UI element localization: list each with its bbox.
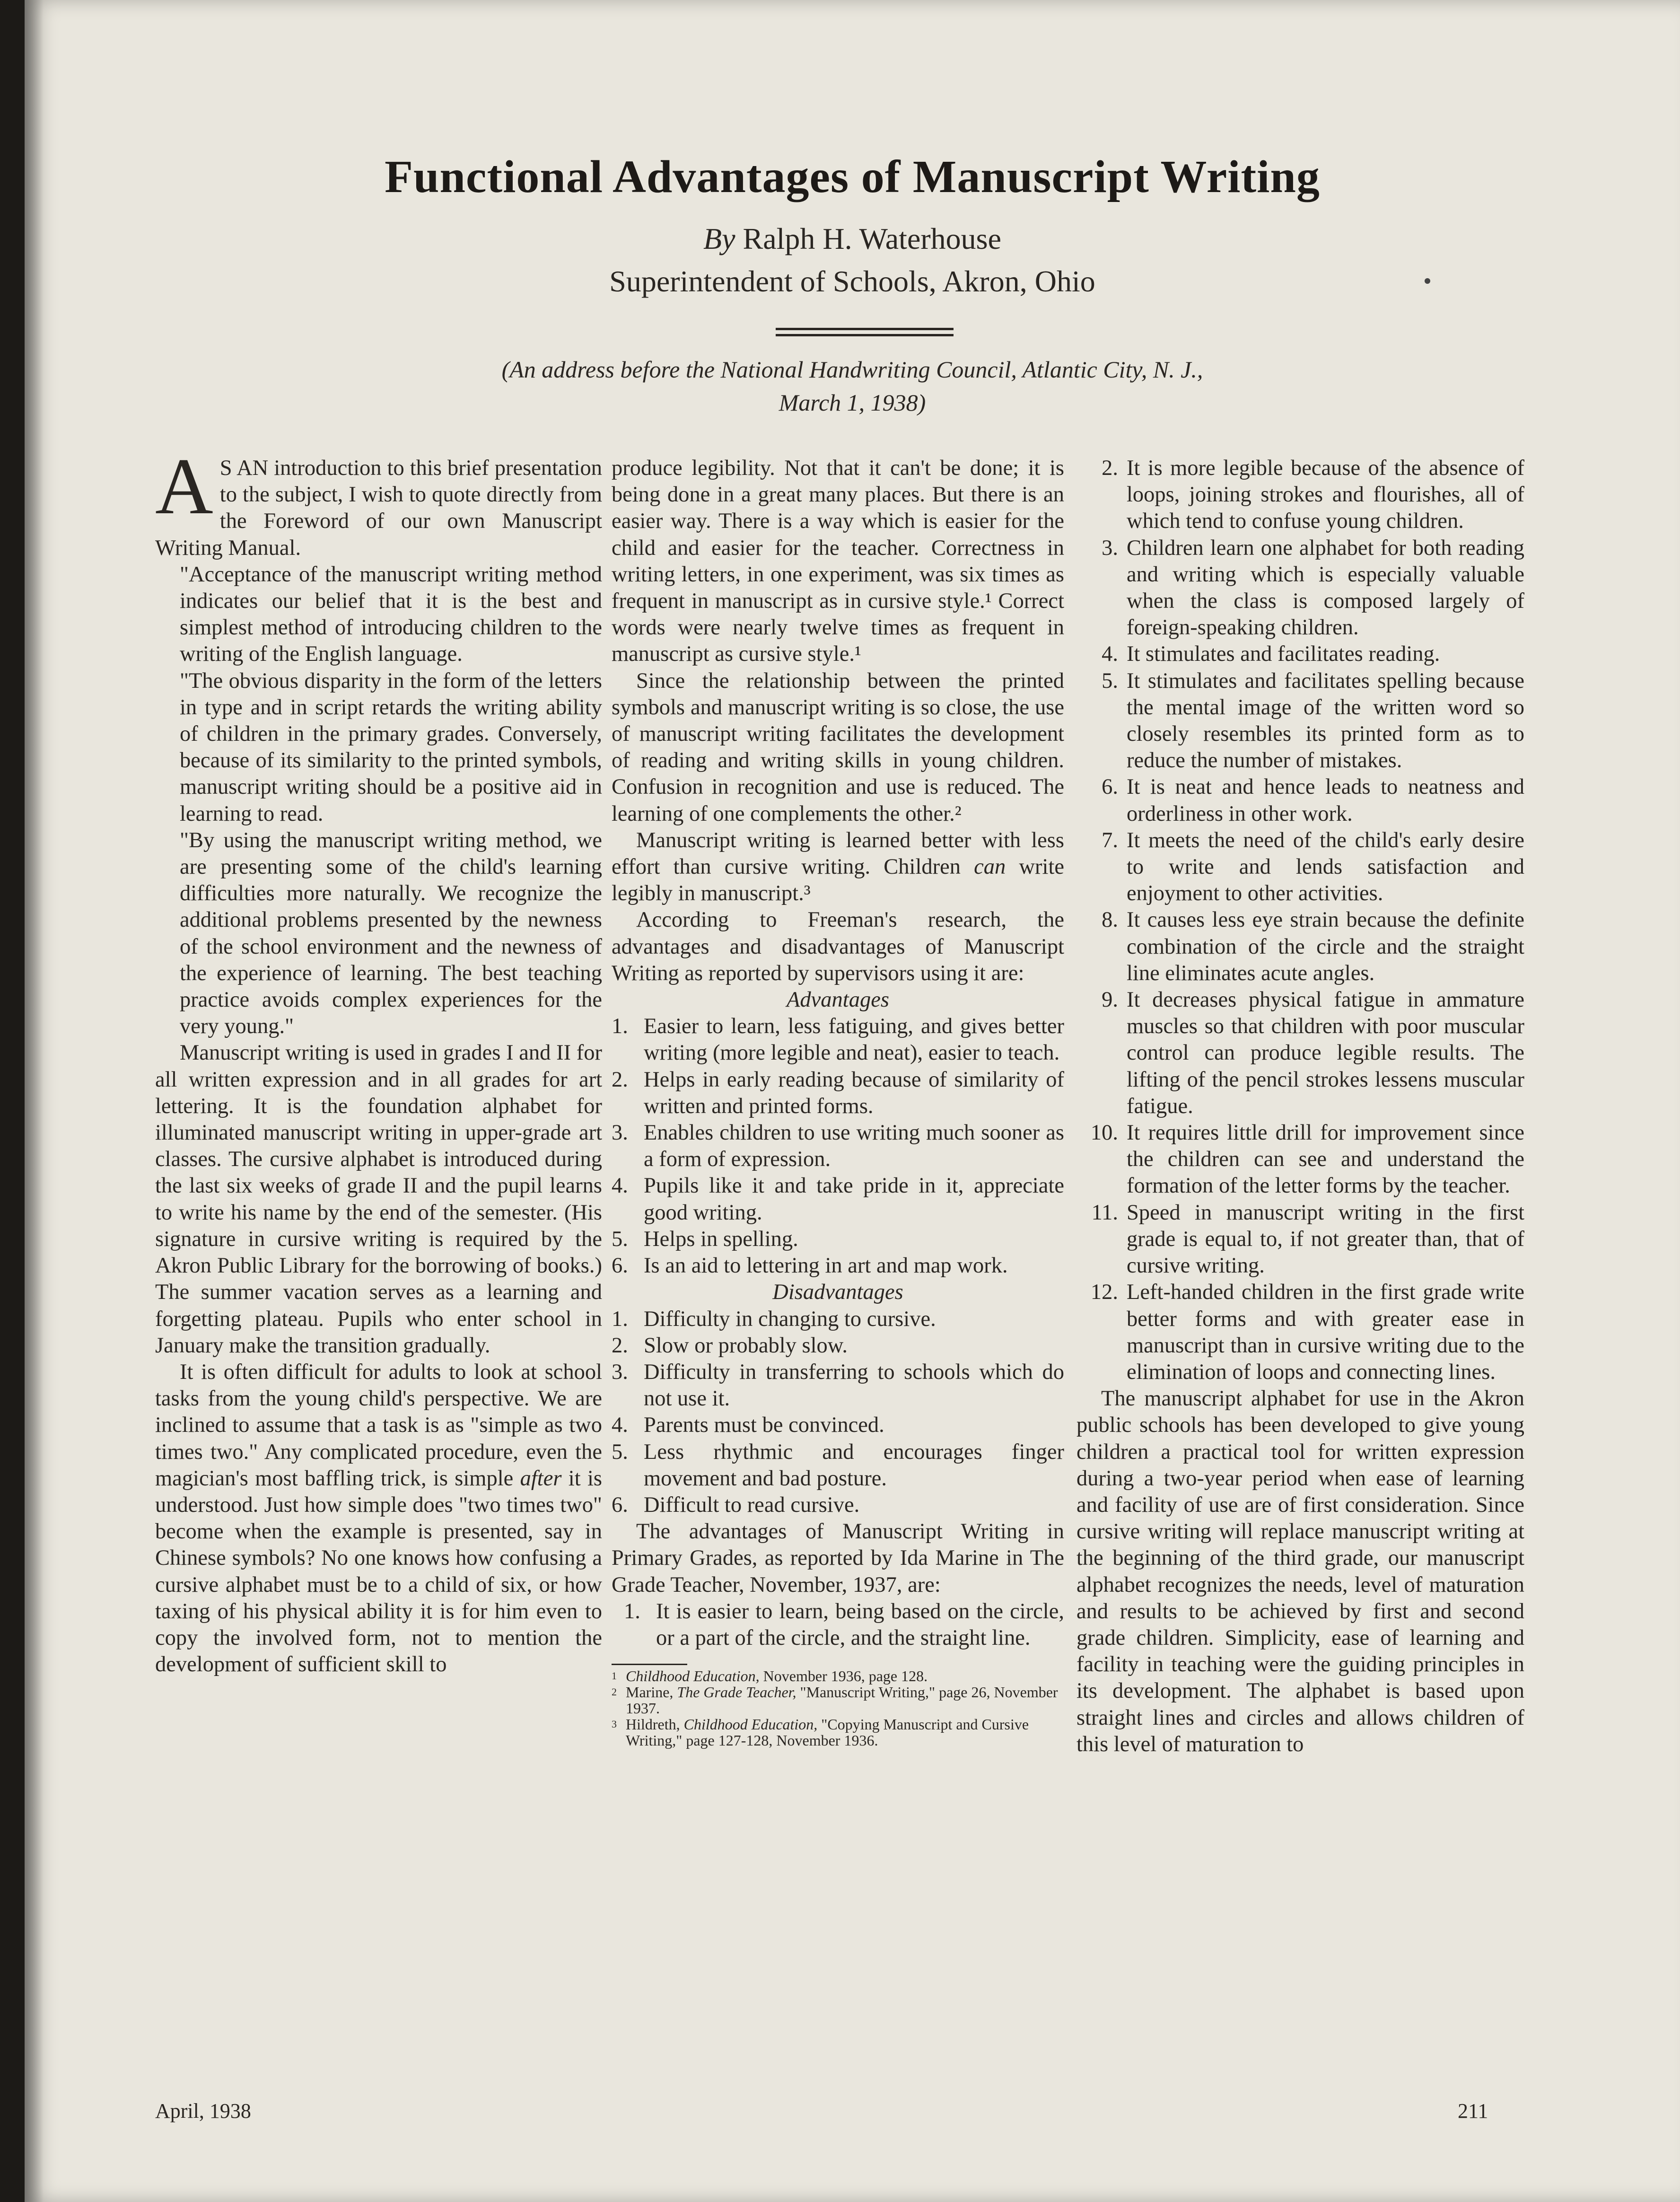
list-text: Pupils like it and take pride in it, appreciate good writing. bbox=[644, 1174, 1064, 1225]
column-1 bbox=[155, 442, 602, 1678]
column-3 bbox=[1076, 455, 1524, 1758]
address-note-line1: (An address before the National Handwriting Council, Atlantic City, N. J., bbox=[501, 356, 1203, 383]
list-number: 9. bbox=[1102, 988, 1118, 1012]
footnote: 1 Childhood Education, November 1936, page 128. bbox=[612, 1667, 928, 1685]
list-item bbox=[1076, 1120, 1524, 1200]
list-text: It causes less eye strain because the definite combination of the circle and the straight line eliminates acute angles. bbox=[1127, 908, 1524, 985]
body-paragraph: The manuscript alphabet for use in the Akron public schools has been developed to give young children a practical tool for written expression during a two-year period when ease of learning and facility of use are of first consideration. Since cursive writing will replace manuscript writing at the beginning of the third grade, our manuscript alphabet recognizes the needs, level of maturation and results to be achieved by first and second grade children. Simplicity, ease of learning and facility in teaching were the guiding principles in its development. The alphabet is based upon straight lines and circles and allows children of this level of maturation to bbox=[1076, 1386, 1524, 1756]
list-text: Difficulty in changing to cursive. bbox=[644, 1307, 936, 1331]
disadvantages-list bbox=[612, 1306, 1064, 1519]
quote-paragraph: "By using the manuscript writing method, we are presenting some of the child's learning difficulties more naturally. We recognize the additional problems presented by the newness of the school environment and the newness of the experience of learning. The best teaching practice avoids complex experiences for the very young." bbox=[180, 828, 602, 1039]
title-rule bbox=[776, 328, 954, 336]
list-number: 11. bbox=[1091, 1200, 1118, 1225]
list-item bbox=[1076, 1200, 1524, 1280]
list-item bbox=[1076, 668, 1524, 774]
list-text: It requires little drill for improvement since the children can see and understand the formation of the letter forms by the teacher. bbox=[1127, 1121, 1524, 1198]
author-line bbox=[25, 221, 1680, 256]
ink-speck bbox=[1425, 278, 1430, 284]
body-paragraph: Manuscript writing is learned better with less effort than cursive writing. Children can write legibly in manuscript.³ bbox=[612, 828, 1065, 906]
list-number: 1. bbox=[612, 1307, 628, 1331]
list-number: 5. bbox=[612, 1439, 628, 1464]
list-number: 6. bbox=[612, 1254, 628, 1278]
list-text: Speed in manuscript writing in the first grade is equal to, if not greater than, that of cursive writing. bbox=[1127, 1200, 1524, 1278]
body-paragraph: Manuscript writing is used in grades I and II for all written expression and in all grades for art lettering. It is the foundation alphabet for illuminated manuscript writing in upper-grade art classes. The cursive alphabet is introduced during the last six weeks of grade II and the pupil learns to write his name by the end of the semester. (His signature in cursive writing is required by the Akron Public Library for the borrowing of books.) The summer vacation serves as a learning and forgetting plateau. Pupils who enter school in January make the transition gradually. bbox=[155, 1041, 602, 1358]
list-text: Left-handed children in the first grade write better forms and with greater ease in manuscript than in cursive writing due to the elimination of loops and connecting lines. bbox=[1127, 1280, 1524, 1384]
list-text: It stimulates and facilitates spelling because the mental image of the written word so closely resembles its printed form as to reduce the number of mistakes. bbox=[1127, 668, 1524, 773]
by-word: By bbox=[703, 222, 735, 255]
list-text: It is neat and hence leads to neatness and orderliness in other work. bbox=[1127, 775, 1524, 826]
quote-paragraph: "The obvious disparity in the form of the letters in type and in script retards the writing ability of children in the primary grades. Conversely, because of its similarity to the printed symbols, manuscript writing should be a positive aid in learning to read. bbox=[180, 668, 602, 826]
marine-list bbox=[624, 1598, 1064, 1651]
body-paragraph: The advantages of Manuscript Writing in Primary Grades, as reported by Ida Marine in The Grade Teacher, November, 1937, are: bbox=[612, 1519, 1064, 1597]
list-item bbox=[1076, 827, 1524, 907]
list-text: Parents must be convinced. bbox=[644, 1413, 884, 1438]
list-item bbox=[612, 1226, 1064, 1253]
body-paragraph: produce legibility. Not that it can't be done; it is being done in a great many places. But there is an easier way. There is a way which is easier for the child and easier for the teacher. Correctness in writing letters, in one experiment, was six times as frequent in manuscript as in cursive style.¹ Correct words were nearly twelve times as frequent in manuscript as cursive style.¹ bbox=[612, 456, 1064, 667]
footnote: 2 Marine, The Grade Teacher, "Manuscript Writing," page 26, November 1937. bbox=[612, 1684, 1058, 1717]
page-number: 211 bbox=[1458, 2099, 1488, 2123]
list-item bbox=[1076, 1279, 1524, 1386]
list-item bbox=[612, 1067, 1064, 1120]
list-item bbox=[1076, 907, 1524, 987]
list-text: It is more legible because of the absence of loops, joining strokes and flourishes, all of which tend to confuse young children. bbox=[1127, 456, 1524, 534]
author-position: Superintendent of Schools, Akron, Ohio bbox=[609, 264, 1095, 298]
marine-list-continued bbox=[1076, 455, 1524, 1386]
footnote: 3 Hildreth, Childhood Education, "Copying Manuscript and Cursive Writing," page 127-128, November 1936. bbox=[612, 1716, 1029, 1749]
address-note-line2: March 1, 1938) bbox=[779, 389, 926, 416]
advantages-heading: Advantages bbox=[787, 988, 889, 1012]
list-item bbox=[612, 1412, 1064, 1439]
list-number: 3. bbox=[612, 1121, 628, 1145]
disadvantages-heading: Disadvantages bbox=[772, 1280, 903, 1305]
list-text: Difficulty in transferring to schools which do not use it. bbox=[644, 1360, 1064, 1411]
list-number: 5. bbox=[1102, 668, 1118, 693]
list-text: Children learn one alphabet for both reading and writing which is especially valuable when the class is composed largely of foreign-speaking children. bbox=[1127, 535, 1524, 640]
list-number: 4. bbox=[1102, 642, 1118, 667]
list-text: Is an aid to lettering in art and map work. bbox=[644, 1254, 1008, 1278]
list-text: Helps in early reading because of similarity of written and printed forms. bbox=[644, 1067, 1064, 1118]
list-number: 1. bbox=[612, 1014, 628, 1039]
list-number: 2. bbox=[612, 1067, 628, 1092]
list-text: It decreases physical fatigue in ammature muscles so that children with poor muscular control can produce legible results. The lifting of the pencil strokes lessens muscular fatigue. bbox=[1127, 988, 1524, 1118]
footnote-number: 2 bbox=[612, 1686, 617, 1698]
list-text: It stimulates and facilitates reading. bbox=[1127, 642, 1440, 667]
column-2 bbox=[612, 455, 1064, 1748]
list-number: 6. bbox=[612, 1492, 628, 1517]
body-paragraph: It is often difficult for adults to look at school tasks from the young child's perspective. We are inclined to assume that a task is as "simple as two times two." Any complicated procedure, even the magician's most baffling trick, is simple after it is understood. Just how simple does "two times two" become when the example is presented, say in Chinese symbols? No one knows how confusing a cursive alphabet must be to a child of six, or how taxing of his physical ability it is for him even to copy the involved form, not to mention the development of sufficient skill to bbox=[155, 1360, 602, 1677]
list-item bbox=[612, 1333, 1064, 1359]
list-item bbox=[612, 1492, 1064, 1518]
list-item bbox=[612, 1306, 1064, 1333]
author-name: Ralph H. Waterhouse bbox=[743, 222, 1001, 255]
list-number: 12. bbox=[1090, 1280, 1118, 1305]
list-text: Helps in spelling. bbox=[644, 1227, 798, 1251]
footnote-number: 1 bbox=[612, 1670, 617, 1682]
list-number: 7. bbox=[1102, 828, 1118, 852]
list-number: 5. bbox=[612, 1227, 628, 1251]
list-text: Difficult to read cursive. bbox=[644, 1492, 860, 1517]
footnote-rule bbox=[612, 1664, 687, 1665]
article-title: Functional Advantages of Manuscript Writing bbox=[385, 151, 1320, 202]
list-text: Less rhythmic and encourages finger movement and bad posture. bbox=[644, 1439, 1064, 1491]
list-item bbox=[1076, 987, 1524, 1120]
list-number: 4. bbox=[612, 1174, 628, 1198]
list-item bbox=[1076, 774, 1524, 827]
list-item bbox=[612, 1173, 1064, 1226]
body-paragraph: Since the relationship between the printed symbols and manuscript writing is so close, the use of manuscript writing facilitates the development of reading and writing skills in young children. Confusion in recognition and use is reduced. The learning of one complements the other.² bbox=[612, 668, 1064, 826]
list-text: It meets the need of the child's early desire to write and lends satisfaction and enjoyment to other activities. bbox=[1127, 828, 1524, 906]
list-item bbox=[1076, 455, 1524, 535]
list-number: 4. bbox=[612, 1413, 628, 1438]
list-item bbox=[612, 1013, 1064, 1066]
intro-paragraph: A S AN introduction to this brief presentation to the subject, I wish to quote directly from the Foreword of our own Manuscript Writing Manual. bbox=[155, 442, 602, 560]
list-number: 2. bbox=[612, 1333, 628, 1358]
body-paragraph: According to Freeman's research, the advantages and disadvantages of Manuscript Writing as reported by supervisors using it are: bbox=[612, 908, 1064, 985]
list-item bbox=[612, 1253, 1064, 1279]
list-number: 3. bbox=[612, 1360, 628, 1384]
page bbox=[25, 0, 1680, 2202]
issue-date: April, 1938 bbox=[155, 2099, 251, 2123]
drop-cap: A bbox=[155, 442, 213, 531]
quote-paragraph: "Acceptance of the manuscript writing method indicates our belief that it is the best and simplest method of introducing children to the writing of the English language. bbox=[180, 562, 602, 667]
list-item bbox=[1076, 641, 1524, 667]
footnotes bbox=[612, 1668, 1064, 1748]
list-text: Easier to learn, less fatiguing, and gives better writing (more legible and neat), easier to teach. bbox=[644, 1014, 1064, 1065]
list-text: Slow or probably slow. bbox=[644, 1333, 848, 1358]
list-number: 10. bbox=[1090, 1121, 1118, 1145]
list-item bbox=[612, 1439, 1064, 1492]
list-item bbox=[612, 1359, 1064, 1412]
list-number: 6. bbox=[1102, 775, 1118, 799]
list-item: 1. It is easier to learn, being based on the circle, or a part of the circle, and the straight line. bbox=[624, 1599, 1064, 1650]
list-text: Enables children to use writing much sooner as a form of expression. bbox=[644, 1121, 1064, 1172]
list-item bbox=[1076, 535, 1524, 641]
footnote-number: 3 bbox=[612, 1718, 617, 1730]
list-number: 2. bbox=[1102, 456, 1118, 480]
list-number: 8. bbox=[1102, 908, 1118, 932]
list-number: 3. bbox=[1102, 535, 1118, 560]
list-item bbox=[612, 1120, 1064, 1173]
advantages-list bbox=[612, 1013, 1064, 1279]
